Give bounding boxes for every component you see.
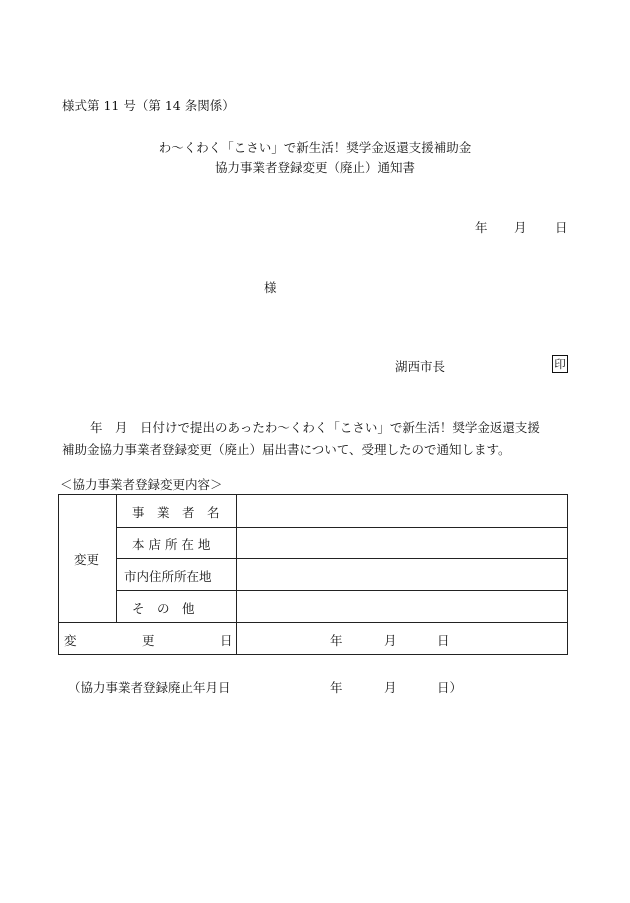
date-row-label-last: 日 <box>220 633 233 648</box>
issue-date-year: 年 <box>475 220 488 235</box>
row-label-city-address: 市内住所所在地 <box>124 569 212 584</box>
issue-date-day: 日 <box>555 220 568 235</box>
change-details-heading: ＜協力事業者登録変更内容＞ <box>60 477 223 492</box>
change-date-year: 年 <box>330 633 343 648</box>
change-date-day: 日 <box>437 633 450 648</box>
document-title-line-2: 協力事業者登録変更（廃止）通知書 <box>214 160 415 175</box>
notice-body-line-1: 年 月 日付けで提出のあったわ～くわく「こさい」で新生活！奨学金返還支援 <box>90 420 540 435</box>
abolition-date-label: （協力事業者登録廃止年月日 <box>68 680 231 695</box>
issuer-name: 湖西市長 <box>395 359 446 374</box>
row-label-other: そ の 他 <box>132 601 195 616</box>
change-group-label: 変更 <box>74 552 100 567</box>
seal-mark: 印 <box>552 355 568 373</box>
form-number: 様式第 11 号（第 14 条関係） <box>62 98 235 113</box>
row-label-business-name: 事 業 者 名 <box>132 505 220 520</box>
issue-date-month: 月 <box>514 220 527 235</box>
document-title-line-1: わ～くわく「こさい」で新生活！奨学金返還支援補助金 <box>158 140 472 155</box>
addressee-suffix: 様 <box>264 280 277 295</box>
notice-body <box>62 417 577 461</box>
abolition-date-day: 日） <box>437 680 463 695</box>
row-label-head-office-address: 本 店 所 在 地 <box>132 537 211 552</box>
abolition-date-year: 年 <box>330 680 343 695</box>
notice-body-line-2: 補助金協力事業者登録変更（廃止）届出書について、受理したので通知します。 <box>62 442 511 457</box>
change-date-month: 月 <box>384 633 397 648</box>
abolition-date-month: 月 <box>384 680 397 695</box>
date-row-label-middle: 更 <box>142 633 155 648</box>
date-row-label-first: 変 <box>64 633 77 648</box>
change-details-table <box>58 494 568 655</box>
